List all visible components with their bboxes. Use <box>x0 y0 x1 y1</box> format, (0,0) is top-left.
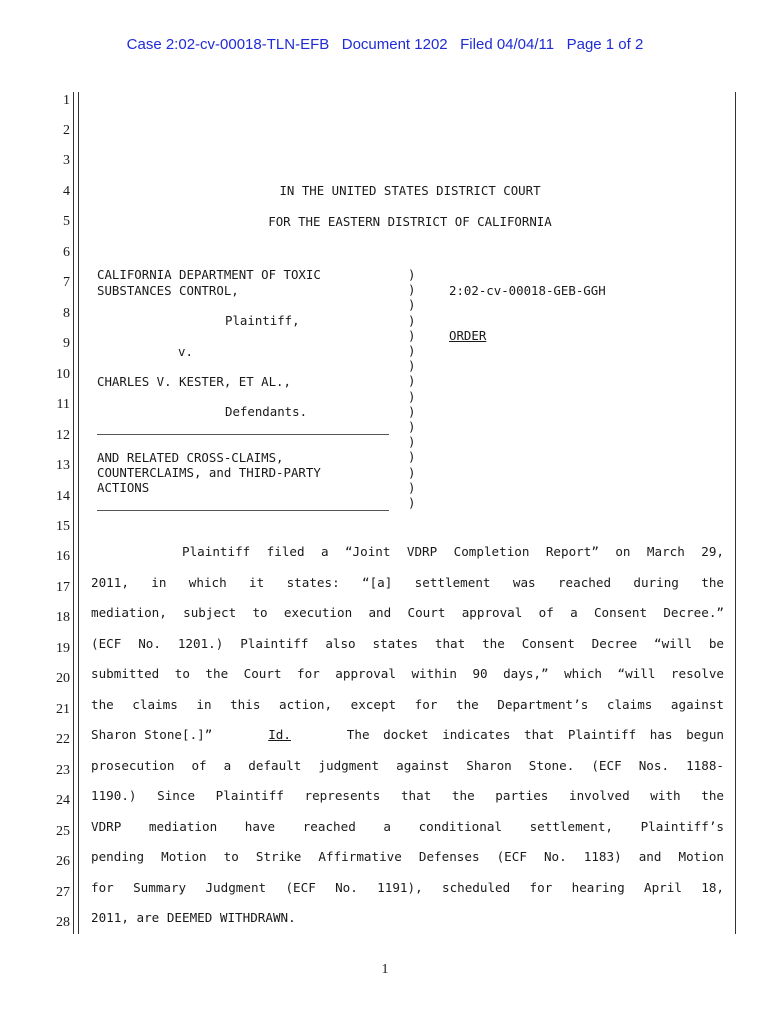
caption-parenthesis: ) <box>408 449 416 465</box>
caption-parenthesis: ) <box>408 297 416 313</box>
line-number: 25 <box>56 824 70 839</box>
body-line-17: 2011, in which it states: “[a] settlement was reached during the <box>91 575 724 590</box>
line-number: 24 <box>56 793 70 808</box>
line-number: 19 <box>56 641 70 656</box>
body-line-20: submitted to the Court for approval within 90 days,” which “will resolve <box>91 666 724 681</box>
id-citation: Id. <box>268 727 291 742</box>
caption-parenthesis: ) <box>408 358 416 374</box>
filing-stamp-header: Case 2:02-cv-00018-TLN-EFB Document 1202 Filed 04/04/11 Page 1 of 2 <box>126 36 644 53</box>
line-number: 13 <box>56 458 70 473</box>
line-number: 7 <box>63 275 70 290</box>
plaintiff-role: Plaintiff, <box>225 313 300 328</box>
body-line-16: Plaintiff filed a “Joint VDRP Completion Report” on March 29, <box>182 544 724 559</box>
page-number: 1 <box>381 962 389 977</box>
caption-parenthesis: ) <box>408 282 416 298</box>
body-line-23: prosecution of a default judgment against Sharon Stone. (ECF Nos. 1188- <box>91 758 724 773</box>
line-number: 2 <box>63 123 70 138</box>
line-number: 28 <box>56 915 70 930</box>
caption-divider-lower <box>97 510 389 511</box>
caption-parenthesis: ) <box>408 479 416 495</box>
body-line-19: (ECF No. 1201.) Plaintiff also states that the Consent Decree “will be <box>91 636 724 651</box>
caption-parenthesis: ) <box>408 267 416 282</box>
plaintiff-name-line2: SUBSTANCES CONTROL, <box>97 283 239 298</box>
line-number: 3 <box>63 153 70 168</box>
caption-parenthesis: ) <box>408 312 416 328</box>
line-number: 14 <box>56 489 70 504</box>
line-number: 20 <box>56 671 70 686</box>
body-line-27: for Summary Judgment (ECF No. 1191), scheduled for hearing April 18, <box>91 880 724 895</box>
document-title: ORDER <box>449 328 487 343</box>
line-number: 1 <box>63 93 70 108</box>
body-line-22-end: The docket indicates that Plaintiff has begun <box>346 727 724 742</box>
body-line-21: the claims in this action, except for the Department’s claims against <box>91 697 724 712</box>
line-number: 16 <box>56 549 70 564</box>
caption-parenthesis: ) <box>408 495 416 510</box>
line-number: 21 <box>56 702 70 717</box>
related-actions-line3: ACTIONS <box>97 480 150 495</box>
line-number: 4 <box>63 184 70 199</box>
left-margin-rule <box>73 92 79 934</box>
line-number: 11 <box>56 397 70 412</box>
body-line-22 <box>91 727 724 742</box>
court-district: FOR THE EASTERN DISTRICT OF CALIFORNIA <box>268 214 552 229</box>
related-actions-line1: AND RELATED CROSS-CLAIMS, <box>97 450 284 465</box>
body-line-25: VDRP mediation have reached a conditional settlement, Plaintiff’s <box>91 819 724 834</box>
related-actions-line2: COUNTERCLAIMS, and THIRD-PARTY <box>97 465 321 480</box>
caption-parenthesis: ) <box>408 434 416 450</box>
caption-parenthesis: ) <box>408 464 416 480</box>
caption-parenthesis: ) <box>408 343 416 358</box>
body-line-18: mediation, subject to execution and Court approval of a Consent Decree.” <box>91 605 724 620</box>
court-name: IN THE UNITED STATES DISTRICT COURT <box>279 183 541 198</box>
caption-divider-upper <box>97 434 389 435</box>
line-number: 9 <box>63 336 70 351</box>
caption-parenthesis: ) <box>408 388 416 404</box>
line-number: 5 <box>63 214 70 229</box>
right-margin-rule <box>735 92 736 934</box>
caption-parenthesis: ) <box>408 327 416 343</box>
line-number: 12 <box>56 428 70 443</box>
body-line-24: 1190.) Since Plaintiff represents that the parties involved with the <box>91 788 724 803</box>
line-number: 22 <box>56 732 70 747</box>
line-number: 10 <box>56 367 70 382</box>
line-number: 26 <box>56 854 70 869</box>
defendant-name: CHARLES V. KESTER, ET AL., <box>97 374 291 389</box>
body-line-28: 2011, are DEEMED WITHDRAWN. <box>91 910 296 925</box>
line-number: 17 <box>56 580 70 595</box>
line-number: 27 <box>56 885 70 900</box>
line-number: 15 <box>56 519 70 534</box>
body-line-26: pending Motion to Strike Affirmative Defenses (ECF No. 1183) and Motion <box>91 849 724 864</box>
versus: v. <box>178 344 193 359</box>
body-line-22-start: Sharon Stone[.]” <box>91 727 213 742</box>
line-number: 18 <box>56 610 70 625</box>
caption-parenthesis: ) <box>408 419 416 434</box>
caption-parenthesis: ) <box>408 403 416 419</box>
case-number: 2:02-cv-00018-GEB-GGH <box>449 283 606 298</box>
caption-parenthesis: ) <box>408 373 416 389</box>
line-number: 6 <box>63 245 70 260</box>
plaintiff-name-line1: CALIFORNIA DEPARTMENT OF TOXIC <box>97 267 321 282</box>
defendant-role: Defendants. <box>225 404 308 419</box>
line-number: 8 <box>63 306 70 321</box>
line-number: 23 <box>56 763 70 778</box>
